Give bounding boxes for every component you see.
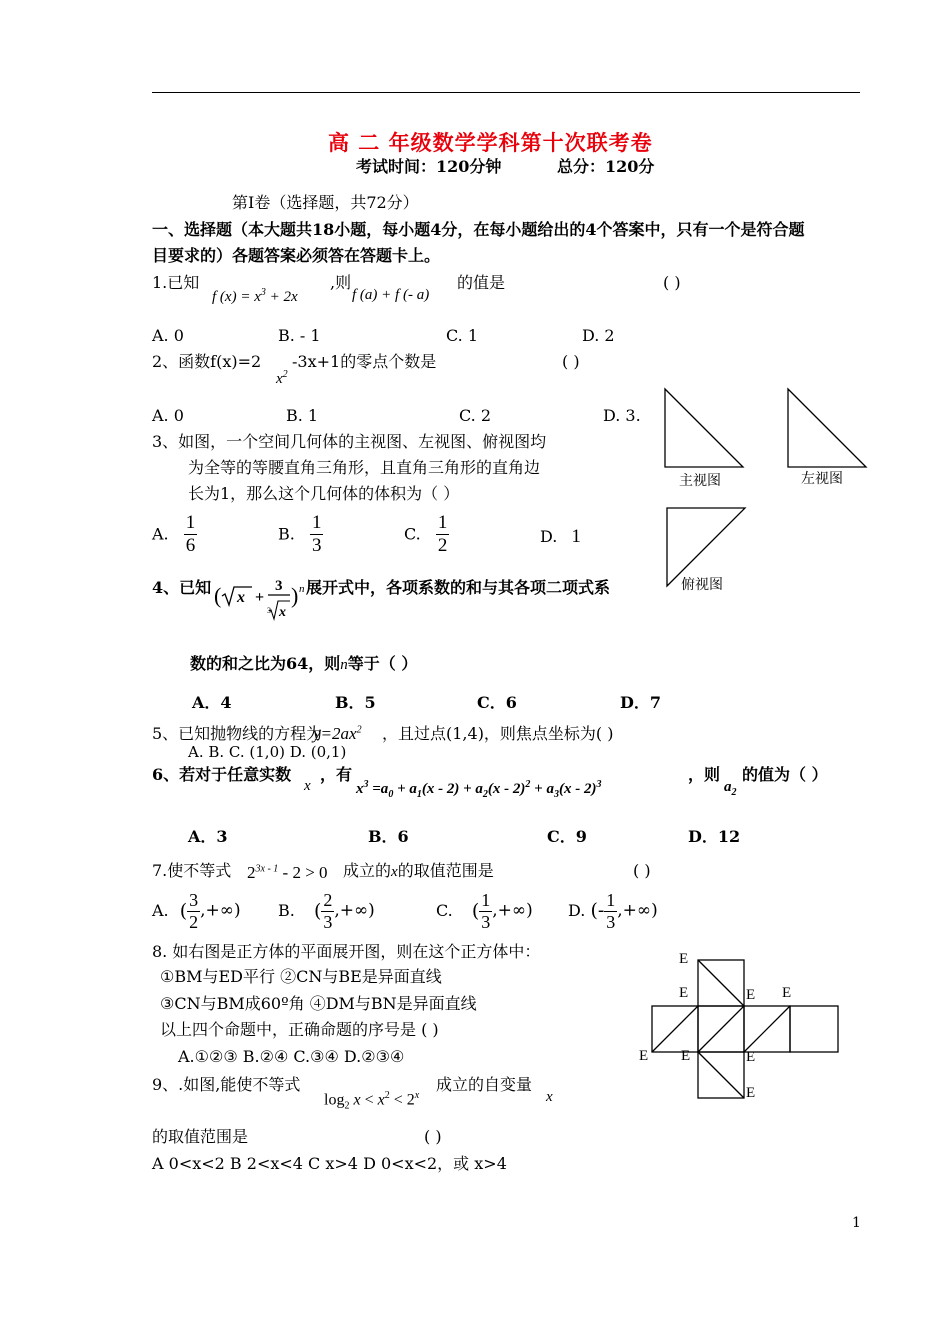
q6-option-a: A．3 bbox=[188, 827, 228, 846]
q7-option-b: B. ( $\frac{2}{3}$ ,+∞) bbox=[278, 890, 375, 932]
q6-a2: $a_2$ bbox=[724, 779, 737, 798]
q2-option-b: B. 1 bbox=[286, 406, 319, 425]
q3-option-b: B. $\frac{1}{3}$ bbox=[278, 512, 322, 556]
net-label-e-7: E bbox=[746, 1049, 756, 1065]
q3-line-1: 3、如图，一个空间几何体的主视图、左视图、俯视图均 bbox=[152, 432, 547, 451]
section-heading: 第Ⅰ卷（选择题，共72分） bbox=[232, 193, 419, 212]
q2-option-a: A. 0 bbox=[152, 406, 184, 425]
q6-option-c: C．9 bbox=[547, 827, 587, 846]
svg-text:(: ( bbox=[214, 583, 222, 608]
q6-stem: 6、若对于任意实数 bbox=[152, 765, 292, 784]
q4-option-a: A．4 bbox=[192, 693, 232, 712]
svg-text:3: 3 bbox=[275, 578, 283, 594]
instructions-line-2: 目要求的）各题答案必须答在答题卡上。 bbox=[152, 246, 441, 265]
q9-stem: 9、.如图,能使不等式 bbox=[152, 1075, 301, 1094]
q2-x-squared: $x^2$ bbox=[276, 369, 288, 387]
q4-after: 展开式中，各项系数的和与其各项二项式系 bbox=[306, 578, 611, 597]
q6-option-b: B．6 bbox=[368, 827, 409, 846]
q7-stem: 7.使不等式 bbox=[152, 861, 232, 880]
svg-text:+: + bbox=[255, 589, 265, 606]
q2-rest: -3x+1的零点个数是 bbox=[292, 352, 437, 371]
q8-line-4: 以上四个命题中，正确命题的序号是 ( ) bbox=[160, 1020, 439, 1039]
q3-line-3: 长为1，那么这个几何体的体积为（ ） bbox=[188, 484, 460, 503]
page-title: 高 二 年级数学学科第十次联考卷 bbox=[328, 130, 653, 155]
q4-option-d: D．7 bbox=[620, 693, 662, 712]
net-label-e-4: E bbox=[782, 985, 792, 1001]
q6-tail-2: 的值为（ ） bbox=[742, 765, 828, 784]
q6-option-d: D．12 bbox=[688, 827, 741, 846]
q4-stem: 4、已知 bbox=[152, 578, 212, 597]
q9-x: x bbox=[546, 1089, 553, 1105]
q8-line-1: 8. 如右图是正方体的平面展开图，则在这个正方体中： bbox=[152, 942, 541, 961]
net-label-e-1: E bbox=[679, 951, 689, 967]
q3-option-c: C. $\frac{1}{2}$ bbox=[404, 512, 448, 556]
q1-option-a: A. 0 bbox=[152, 326, 184, 345]
q7-rest: 成立的x的取值范围是 bbox=[343, 861, 494, 880]
q1-then: ,则 bbox=[330, 273, 352, 292]
q2-option-d: D. 3. bbox=[603, 406, 641, 425]
net-label-e-5: E bbox=[639, 1048, 649, 1064]
net-label-e-6: E bbox=[681, 1048, 691, 1064]
q6-x: x bbox=[304, 778, 311, 794]
top-view-caption: 俯视图 bbox=[681, 577, 723, 593]
q3-option-a: A. $\frac{1}{6}$ bbox=[152, 512, 196, 556]
q6-polynomial: $x^3 =a_0 + a_1(x - 2) + a_2(x - 2)^2 + a_3(x - 2)^3$ bbox=[356, 779, 602, 800]
q5-equation: $y=2ax^2$ bbox=[313, 724, 362, 743]
q3-option-d: D. 1 bbox=[540, 526, 581, 547]
q1-option-d: D. 2 bbox=[582, 326, 615, 345]
total-score: 总分：120分 bbox=[557, 157, 655, 176]
q9-inequality: $\log_2 x < x^2 < 2^x$ bbox=[324, 1090, 420, 1112]
q1-tail: 的值是 bbox=[457, 273, 506, 292]
q5-stem: 5、已知抛物线的方程为 bbox=[152, 724, 323, 743]
q1-option-c: C. 1 bbox=[446, 326, 479, 345]
q5-rest: ，且过点(1,4)，则焦点坐标为( ) bbox=[382, 724, 614, 743]
q1-stem: 1.已知 bbox=[152, 273, 200, 292]
q9-options: A 0<x<2 B 2<x<4 C x>4 D 0<x<2，或 x>4 bbox=[152, 1154, 507, 1173]
q9-answer-paren: ( ) bbox=[424, 1127, 442, 1146]
q7-inequality: $2^{3x - 1} - 2 > 0$ bbox=[247, 863, 328, 882]
svg-text:3: 3 bbox=[267, 606, 271, 615]
net-label-e-8: E bbox=[746, 1085, 756, 1101]
q8-line-2: ①BM与ED平行 ②CN与BE是异面直线 bbox=[160, 967, 442, 986]
q6-comma: ，有 bbox=[320, 765, 353, 784]
q7-answer-paren: ( ) bbox=[633, 861, 651, 880]
side-view-caption: 左视图 bbox=[801, 471, 843, 487]
svg-text:x: x bbox=[237, 589, 245, 606]
exam-time: 考试时间：120分钟 bbox=[356, 157, 502, 176]
q2-stem: 2、函数f(x)=2 bbox=[152, 352, 262, 371]
q5-options: A. B. C. (1,0) D. (0,1) bbox=[188, 743, 347, 761]
svg-text:x: x bbox=[279, 605, 286, 620]
page-number: 1 bbox=[852, 1215, 861, 1231]
q9-rest: 成立的自变量 bbox=[436, 1075, 533, 1094]
q6-tail: ，则 bbox=[688, 765, 721, 784]
q8-line-3: ③CN与BM成60º角 ④DM与BN是异面直线 bbox=[160, 994, 477, 1013]
q1-answer-paren: ( ) bbox=[663, 273, 681, 292]
q7-option-d: D. (- $\frac{1}{3}$ ,+∞) bbox=[568, 890, 658, 932]
q4-line-2: 数的和之比为64，则n等于（ ） bbox=[190, 654, 418, 673]
q1-option-b: B. - 1 bbox=[278, 326, 321, 345]
instructions-line-1: 一、选择题（本大题共18小题，每小题4分，在每小题给出的4个答案中，只有一个是符合题 bbox=[152, 220, 805, 239]
q4-option-c: C．6 bbox=[477, 693, 517, 712]
q1-expression: f (a) + f (- a) bbox=[352, 287, 430, 303]
q2-answer-paren: ( ) bbox=[562, 352, 580, 371]
q1-function: f $(x) = x^3 + 2x$ bbox=[212, 287, 298, 305]
net-label-e-3: E bbox=[746, 987, 756, 1003]
svg-text:n: n bbox=[299, 583, 305, 595]
q7-option-c: C. ( $\frac{1}{3}$ ,+∞) bbox=[436, 890, 533, 932]
q9-line-2: 的取值范围是 bbox=[152, 1127, 249, 1146]
q4-option-b: B．5 bbox=[335, 693, 376, 712]
front-view-caption: 主视图 bbox=[679, 473, 721, 489]
q7-option-a: A. ( $\frac{3}{2}$ ,+∞) bbox=[152, 890, 241, 932]
q2-option-c: C. 2 bbox=[459, 406, 492, 425]
q3-line-2: 为全等的等腰直角三角形，且直角三角形的直角边 bbox=[188, 458, 541, 477]
net-label-e-2: E bbox=[679, 985, 689, 1001]
svg-text:): ) bbox=[291, 583, 299, 608]
q8-options: A.①②③ B.②④ C.③④ D.②③④ bbox=[178, 1047, 405, 1066]
